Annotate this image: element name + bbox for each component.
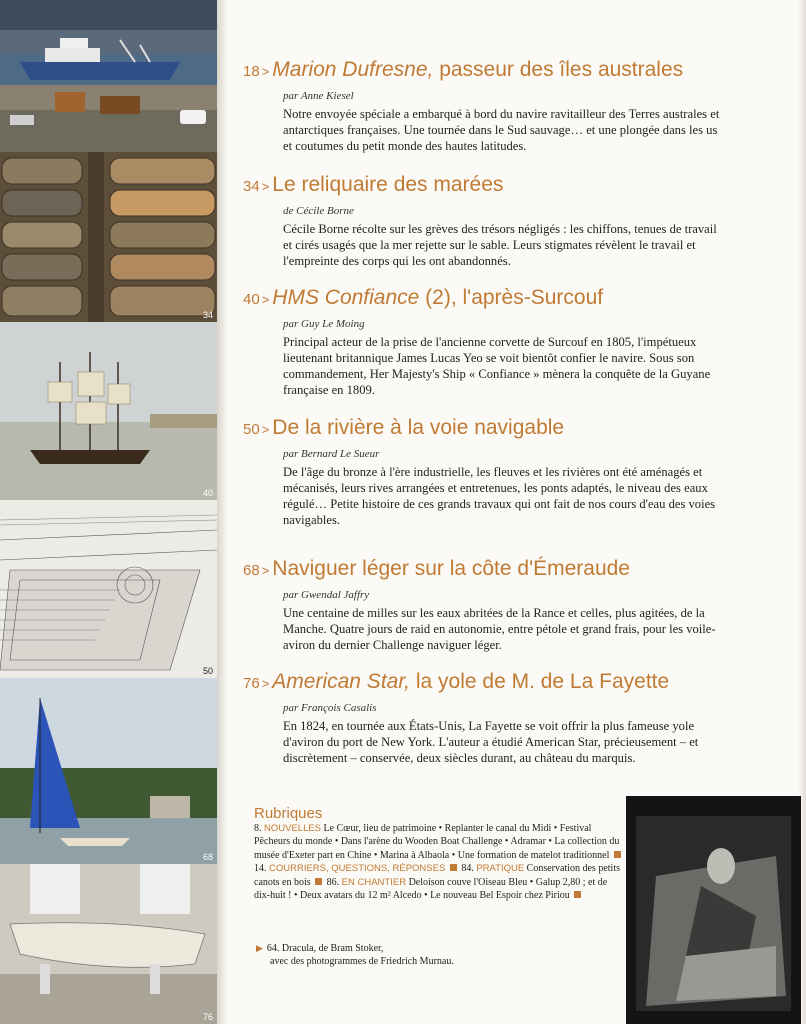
article-entry[interactable] bbox=[243, 557, 763, 653]
page-gutter bbox=[217, 0, 231, 1024]
dracula-line-2: avec des photogrammes de Friedrich Murnau. bbox=[270, 956, 454, 967]
article-byline: par Guy Le Moing bbox=[283, 318, 365, 330]
article-summary: En 1824, en tournée aux États-Unis, La Fayette se voit offrir la plus fameuse yole d'aviron du port de New York. L'auteur a étudié American Star, précieusement – et discrètement – conservée, deux siècles durant, au château du marquis. bbox=[283, 719, 699, 765]
photo-hms-confiance bbox=[0, 322, 217, 500]
sail-boat-illustration bbox=[0, 678, 217, 864]
article-summary: Notre envoyée spéciale a embarqué à bord du navire ravitailleur des Terres australes et antarctiques françaises. Une tournée dans le Sud sauvage… et une plongée dans les us et coutumes du petit monde des hautes latitudes. bbox=[283, 107, 720, 153]
chevron-right-icon: > bbox=[261, 676, 270, 691]
article-title: la yole de M. de La Fayette bbox=[410, 670, 670, 693]
rubriques-title: Rubriques bbox=[254, 805, 323, 822]
chevron-right-icon: > bbox=[261, 64, 270, 79]
article-title: Naviguer léger sur la côte d'Émeraude bbox=[272, 557, 630, 580]
photo-american-star-yole bbox=[0, 864, 217, 1024]
rubrique-category[interactable]: NOUVELLES bbox=[264, 823, 322, 834]
photo-page-number: 68 bbox=[202, 852, 213, 862]
rubrique-text: Conservation des petits canots en bois bbox=[254, 863, 620, 888]
rubrique-page: 84. bbox=[458, 863, 477, 875]
rubrique-page: 14. bbox=[254, 863, 269, 875]
article-entry[interactable] bbox=[243, 670, 763, 766]
article-title: Le reliquaire des marées bbox=[272, 173, 504, 196]
article-page-number: 34 bbox=[243, 178, 260, 195]
photo-ship-marion-dufresne bbox=[0, 0, 217, 152]
photo-sail-boat bbox=[0, 678, 217, 864]
chevron-right-icon: > bbox=[261, 422, 270, 437]
article-title-italic: American Star, bbox=[272, 670, 411, 693]
rubrique-page: 86. bbox=[324, 876, 342, 888]
photo-column bbox=[0, 0, 217, 1024]
square-bullet-icon bbox=[450, 864, 457, 871]
article-entry[interactable] bbox=[243, 286, 763, 398]
article-header bbox=[243, 416, 763, 442]
rubrique-category[interactable]: PRATIQUE bbox=[476, 863, 525, 875]
rubrique-page: 8. bbox=[254, 823, 264, 834]
article-title: (2), l'après-Surcouf bbox=[419, 286, 604, 309]
article-title: passeur des îles australes bbox=[433, 58, 684, 81]
rubrique-text: Deloison couve l'Oiseau Bleu • Galup 2,80 ; et de dix-huit ! • Deux avatars du 12 m² Alcedo • Le nouveau Bel Espoir chez Piriou bbox=[254, 876, 608, 902]
article-page-number: 50 bbox=[243, 421, 260, 438]
photo-page-number: 34 bbox=[202, 310, 213, 320]
article-header bbox=[243, 58, 763, 84]
photo-page-number: 76 bbox=[202, 1012, 213, 1022]
rubrique-category[interactable]: EN CHANTIER bbox=[341, 876, 407, 888]
rubriques-list bbox=[254, 822, 624, 902]
engraving-illustration bbox=[0, 500, 217, 678]
article-header bbox=[243, 173, 763, 199]
triangle-right-icon: ▶ bbox=[256, 943, 263, 953]
chevron-right-icon: > bbox=[261, 563, 270, 578]
article-byline: de Cécile Borne bbox=[283, 205, 354, 217]
sailing-ship-illustration bbox=[0, 322, 217, 500]
article-byline: par Bernard Le Sueur bbox=[283, 448, 380, 460]
article-summary: De l'âge du bronze à l'ère industrielle, les fleuves et les rivières ont été aménagés et mécanisés, leurs rives arrangées et entretenues, les ponts adaptés, le niveau des eaux régulé… Petite histoire de ces grands travaux qui ont fait de nos cours d'eau des voies navigables. bbox=[283, 465, 716, 527]
dracula-feature[interactable] bbox=[256, 942, 556, 968]
article-page-number: 76 bbox=[243, 675, 260, 692]
square-bullet-icon bbox=[574, 891, 581, 898]
ship-illustration bbox=[0, 0, 217, 152]
photo-rag-bundles bbox=[0, 152, 217, 322]
rubriques-section bbox=[254, 806, 624, 902]
article-header bbox=[243, 670, 763, 696]
rubrique-category[interactable]: COURRIERS, QUESTIONS, RÉPONSES bbox=[269, 863, 446, 875]
photo-waterway-engraving bbox=[0, 500, 217, 678]
photo-page-number: 50 bbox=[202, 666, 213, 676]
dracula-line-1: 64. Dracula, de Bram Stoker, bbox=[266, 943, 384, 954]
article-summary: Principal acteur de la prise de l'ancienne corvette de Surcouf en 1805, l'impétueux lieutenant britannique James Lucas Yeo se voit bientôt confier le navire. Sous son commandement, Her Majesty's Ship « Confiance » mènera la conquête de la Guyane française en 1809. bbox=[283, 335, 711, 397]
chevron-right-icon: > bbox=[261, 179, 270, 194]
photo-page-number: 40 bbox=[202, 488, 213, 498]
article-byline: par François Casalis bbox=[283, 702, 377, 714]
square-bullet-icon bbox=[315, 878, 322, 885]
dracula-film-still-illustration bbox=[626, 796, 801, 1024]
article-entry[interactable] bbox=[243, 58, 763, 154]
article-page-number: 68 bbox=[243, 562, 260, 579]
article-entry[interactable] bbox=[243, 173, 763, 269]
rags-illustration bbox=[0, 152, 217, 322]
article-header bbox=[243, 557, 763, 583]
article-header bbox=[243, 286, 763, 312]
rubrique-text: Le Cœur, lieu de patrimoine • Replanter le canal du Midi • Festival Pêcheurs du monde • Dans l'arène du Wooden Boat Challenge • Adramar • La collection du musée d'Exeter part en Chine • Marina à Albaola • Une formation de matelot traditionnel bbox=[254, 823, 620, 861]
article-summary: Cécile Borne récolte sur les grèves des trésors négligés : les chiffons, tenues de travail et cirés usagés que la mer rejette sur le sable. Leurs stigmates révèlent le travail et l'empreinte des corps qui les ont abandonnés. bbox=[283, 222, 717, 268]
article-byline: par Anne Kiesel bbox=[283, 90, 354, 102]
article-page-number: 18 bbox=[243, 63, 260, 80]
article-byline: par Gwendal Jaffry bbox=[283, 589, 370, 601]
article-summary: Une centaine de milles sur les eaux abritées de la Rance et celles, plus agitées, de la Manche. Quatre jours de raid en autonomie, entre pétole et grand frais, pour les voile-aviron du dernier Challenge naviguer léger. bbox=[283, 606, 716, 652]
square-bullet-icon bbox=[614, 851, 621, 858]
article-page-number: 40 bbox=[243, 291, 260, 308]
yole-illustration bbox=[0, 864, 217, 1024]
chevron-right-icon: > bbox=[261, 292, 270, 307]
photo-dracula-still bbox=[626, 796, 801, 1024]
article-entry[interactable] bbox=[243, 416, 763, 528]
article-title-italic: Marion Dufresne, bbox=[272, 58, 434, 81]
article-title-italic: HMS Confiance bbox=[272, 286, 420, 309]
article-title: De la rivière à la voie navigable bbox=[272, 416, 565, 439]
